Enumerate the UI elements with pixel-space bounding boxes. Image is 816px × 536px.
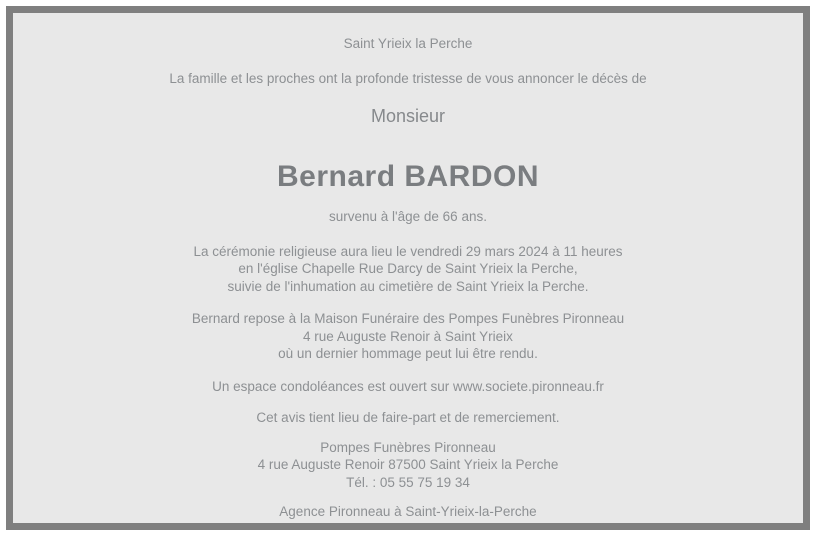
funeral-home-phone: Tél. : 05 55 75 19 34 — [346, 474, 470, 490]
age-line: survenu à l'âge de 66 ans. — [329, 209, 487, 224]
intro-line: La famille et les proches ont la profonde tristesse de vous annoncer le décès de — [169, 70, 647, 86]
faire-part-line: Cet avis tient lieu de faire-part et de remerciement. — [256, 410, 560, 425]
death-notice-card — [6, 6, 810, 530]
deceased-name: Bernard BARDON — [276, 160, 540, 193]
funeral-home-paragraph — [13, 439, 803, 492]
repose-line-3: où un dernier hommage peut lui être rendu. — [278, 346, 538, 361]
ceremony-line-2: en l'église Chapelle Rue Darcy de Saint Yrieix la Perche, — [238, 261, 578, 276]
funeral-home-address: 4 rue Auguste Renoir 87500 Saint Yrieix la Perche — [257, 457, 559, 472]
ceremony-line-3: suivie de l'inhumation au cimetière de Saint Yrieix la Perche. — [227, 278, 589, 294]
condolences-line: Un espace condoléances est ouvert sur www.societe.pironneau.fr — [212, 378, 604, 394]
city-line: Saint Yrieix la Perche — [343, 36, 473, 51]
civility-title: Monsieur — [370, 106, 446, 126]
ceremony-line-1: La cérémonie religieuse aura lieu le vendredi 29 mars 2024 à 11 heures — [193, 243, 623, 259]
ceremony-paragraph — [13, 243, 803, 296]
repose-line-1: Bernard repose à la Maison Funéraire des Pompes Funèbres Pironneau — [191, 311, 625, 326]
agency-line: Agence Pironneau à Saint-Yrieix-la-Perche — [279, 504, 537, 519]
repose-line-2: 4 rue Auguste Renoir à Saint Yrieix — [303, 328, 513, 344]
death-notice-content — [13, 13, 803, 523]
funeral-home-name: Pompes Funèbres Pironneau — [320, 439, 496, 455]
repose-paragraph — [13, 310, 803, 363]
